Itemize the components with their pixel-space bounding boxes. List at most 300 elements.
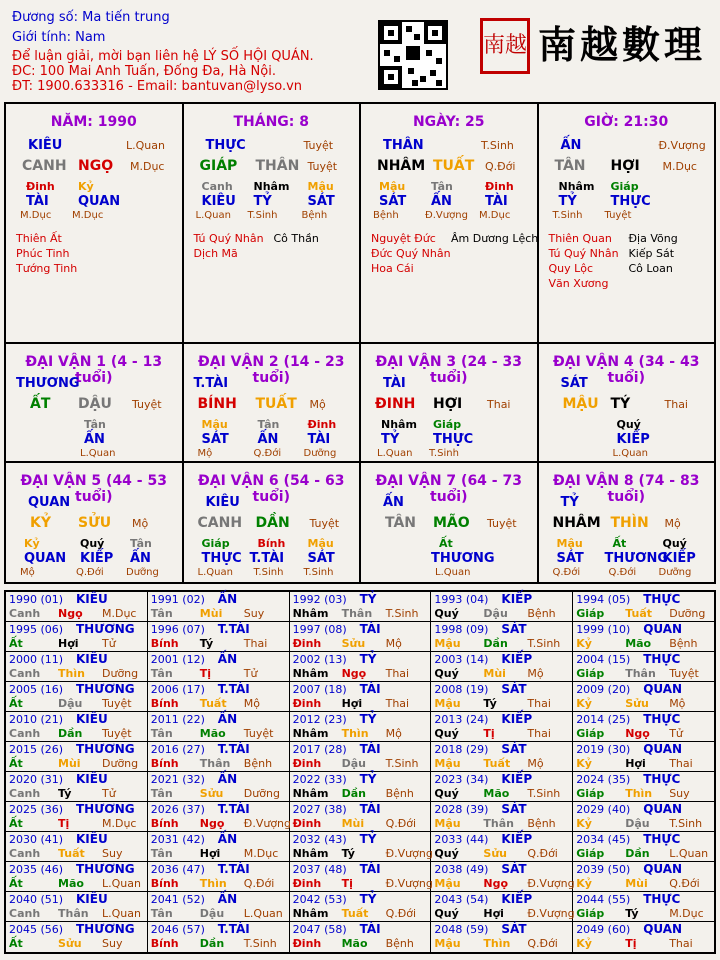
- year-can: Kỷ: [576, 637, 592, 650]
- pillar-truong-sinh-top: Đ.Vượng: [658, 139, 706, 152]
- year-can: Bính: [150, 877, 179, 890]
- year-thap-than: ẤN: [217, 772, 238, 786]
- year-chi: Hợi: [58, 637, 79, 650]
- year-truong-sinh: Q.Đới: [385, 817, 417, 830]
- year-chi: Dậu: [341, 757, 366, 770]
- year-row: [6, 922, 714, 952]
- year-chi: Thìn: [483, 937, 511, 950]
- dai-van-thap-than: SÁT: [560, 376, 588, 391]
- than-sat: Tú Quý Nhân: [548, 247, 619, 260]
- year-thap-than: KIÊU: [76, 772, 108, 786]
- pillar-3: [539, 104, 715, 342]
- phone-email-line: ĐT: 1900.633316 - Email: bantuvan@lyso.vn: [12, 79, 303, 94]
- year-thap-than: KIẾP: [501, 892, 533, 906]
- year-truong-sinh: T.Sinh: [385, 757, 419, 770]
- year-can: Mậu: [434, 937, 461, 950]
- hidden-thap-than: ẤN: [257, 432, 279, 447]
- year-chi: Dần: [483, 637, 508, 650]
- hidden-thap-than: TÀI: [26, 194, 49, 209]
- gioi-tinh-label: Giới tính:: [12, 30, 71, 45]
- than-sat: Tướng Tinh: [16, 262, 78, 275]
- than-sat: Địa Võng: [628, 232, 678, 245]
- year-thap-than: THỰC: [643, 772, 681, 786]
- hidden-truong-sinh: L.Quan: [197, 567, 233, 578]
- dai-van-row-1: [6, 344, 714, 463]
- year-cell: [6, 682, 148, 711]
- year-truong-sinh: Bệnh: [385, 787, 414, 800]
- year-can: Quý: [434, 667, 459, 680]
- year-truong-sinh: T.Sinh: [527, 787, 561, 800]
- hidden-stem: Giáp: [201, 537, 230, 550]
- year-truong-sinh: Bệnh: [385, 937, 414, 950]
- pillar-thap-than: THÂN: [383, 138, 424, 153]
- year-chi: Ngọ: [483, 877, 509, 890]
- year-truong-sinh: Q.Đới: [527, 847, 558, 860]
- year-cell: [431, 622, 573, 651]
- year-chi: Mùi: [199, 607, 223, 620]
- than-sat: Đức Quý Nhân: [371, 247, 451, 260]
- year-chi: Thân: [625, 667, 656, 680]
- year-cell: [573, 742, 714, 771]
- dai-van-truong-sinh: Mộ: [132, 517, 149, 530]
- year-thap-than: KIẾP: [501, 712, 533, 726]
- year-chi: Dần: [341, 787, 366, 800]
- hidden-truong-sinh: Q.Đới: [253, 448, 282, 459]
- year-thap-than: SÁT: [501, 742, 527, 756]
- year-truong-sinh: L.Quan: [243, 907, 283, 920]
- year-chi: Tuất: [199, 697, 227, 710]
- year-chi: Ngọ: [199, 817, 225, 830]
- dai-van-can: TÂN: [385, 515, 417, 531]
- year-label: 2012 (23): [292, 713, 347, 726]
- pillar-thap-than: KIÊU: [28, 138, 63, 153]
- year-cell: [148, 772, 290, 801]
- year-label: 2015 (26): [9, 743, 64, 756]
- hidden-stem: Quý: [616, 418, 641, 431]
- year-truong-sinh: M.Dục: [102, 817, 137, 830]
- year-can: Bính: [150, 697, 179, 710]
- hidden-stem: Mậu: [307, 180, 334, 193]
- year-thap-than: QUAN: [643, 682, 683, 696]
- dai-van-title: ĐẠI VẬN 8 (74 - 83 tuổi): [553, 473, 700, 505]
- dai-van-truong-sinh: Tuyệt: [309, 517, 340, 530]
- year-truong-sinh: T.Sinh: [527, 637, 561, 650]
- year-truong-sinh: T.Sinh: [243, 937, 277, 950]
- year-cell: [431, 802, 573, 831]
- pillar-title: GIỜ: 21:30: [584, 114, 669, 130]
- year-cell: [573, 652, 714, 681]
- year-row: [6, 802, 714, 832]
- year-thap-than: TỶ: [359, 892, 377, 906]
- dai-van-1: [6, 344, 184, 461]
- year-chi: Mùi: [625, 877, 648, 890]
- year-cell: [290, 742, 432, 771]
- year-thap-than: TỶ: [359, 712, 377, 726]
- year-truong-sinh: Thai: [669, 937, 693, 950]
- year-can: Mậu: [434, 637, 461, 650]
- year-chi: Ngọ: [341, 667, 367, 680]
- dai-van-title: ĐẠI VẬN 2 (14 - 23 tuổi): [198, 354, 345, 386]
- year-chi: Tị: [625, 937, 637, 950]
- dai-van-thap-than: QUAN: [28, 495, 71, 510]
- pillar-2: [361, 104, 539, 342]
- year-row: [6, 892, 714, 922]
- year-cell: [573, 772, 714, 801]
- year-label: 1993 (04): [434, 593, 489, 606]
- year-cell: [6, 712, 148, 741]
- year-label: 2022 (33): [292, 773, 347, 786]
- year-chi: Tý: [58, 787, 72, 800]
- year-truong-sinh: Suy: [243, 607, 265, 620]
- year-thap-than: TÀI: [359, 682, 381, 696]
- year-chi: Sửu: [341, 637, 366, 650]
- year-can: Đinh: [292, 757, 322, 770]
- year-cell: [6, 742, 148, 771]
- year-thap-than: THƯƠNG: [76, 682, 135, 696]
- year-label: 2048 (59): [434, 923, 489, 936]
- than-sat: Kiếp Sát: [628, 247, 675, 260]
- hidden-stem: Đinh: [485, 180, 514, 193]
- year-thap-than: THƯƠNG: [76, 862, 135, 876]
- hidden-thap-than: SÁT: [307, 194, 335, 209]
- year-thap-than: THƯƠNG: [76, 802, 135, 816]
- year-label: 2046 (57): [150, 923, 205, 936]
- year-thap-than: TÀI: [359, 922, 381, 936]
- pillar-0: [6, 104, 184, 342]
- year-thap-than: T.TÀI: [217, 802, 250, 816]
- year-thap-than: TÀI: [359, 742, 381, 756]
- year-truong-sinh: Thai: [669, 757, 693, 770]
- year-can: Tân: [150, 727, 173, 740]
- year-chi: Ngọ: [58, 607, 83, 620]
- hidden-thap-than: THỰC: [201, 551, 242, 566]
- year-chi: Ngọ: [625, 727, 650, 740]
- hidden-stem: Bính: [257, 537, 286, 550]
- hidden-thap-than: QUAN: [78, 194, 121, 209]
- than-sat: Quy Lộc: [548, 262, 594, 275]
- year-truong-sinh: Tuyệt: [243, 727, 274, 740]
- hidden-truong-sinh: Q.Đới: [552, 567, 581, 578]
- year-chi: Thân: [341, 607, 373, 620]
- year-can: Kỷ: [576, 757, 592, 770]
- year-label: 1998 (09): [434, 623, 489, 636]
- year-label: 2008 (19): [434, 683, 489, 696]
- pillar-truong-sinh-top: Tuyệt: [303, 139, 334, 152]
- year-thap-than: KIÊU: [76, 892, 108, 906]
- year-label: 2003 (14): [434, 653, 489, 666]
- year-cell: [148, 712, 290, 741]
- year-can: Giáp: [576, 607, 605, 620]
- year-truong-sinh: Q.Đới: [669, 877, 700, 890]
- hidden-thap-than: ẤN: [84, 432, 105, 447]
- year-thap-than: KIÊU: [76, 652, 108, 666]
- year-label: 2013 (24): [434, 713, 489, 726]
- hidden-stem: Ất: [439, 537, 453, 550]
- hidden-stem: Nhâm: [558, 180, 595, 193]
- year-chi: Mùi: [58, 757, 81, 770]
- year-truong-sinh: Đ.Vượng: [385, 847, 433, 860]
- year-label: 2043 (54): [434, 893, 489, 906]
- year-truong-sinh: Q.Đới: [243, 877, 275, 890]
- year-can: Bính: [150, 637, 179, 650]
- year-label: 2021 (32): [150, 773, 205, 786]
- year-thap-than: KIÊU: [76, 592, 108, 606]
- dai-van-can: ĐINH: [375, 396, 416, 412]
- year-label: 2038 (49): [434, 863, 489, 876]
- dai-van-title: ĐẠI VẬN 7 (64 - 73 tuổi): [375, 473, 522, 505]
- hidden-truong-sinh: Tuyệt: [604, 210, 632, 221]
- year-label: 2047 (58): [292, 923, 347, 936]
- year-can: Quý: [434, 847, 459, 860]
- year-label: 2016 (27): [150, 743, 205, 756]
- year-thap-than: T.TÀI: [217, 922, 250, 936]
- year-chi: Sửu: [483, 847, 507, 860]
- year-truong-sinh: Đ.Vượng: [385, 877, 433, 890]
- dai-van-chi: TÝ: [610, 396, 631, 412]
- than-sat: Tú Quý Nhân: [193, 232, 264, 245]
- year-can: Bính: [150, 757, 179, 770]
- hidden-thap-than: T.TÀI: [249, 551, 285, 566]
- year-truong-sinh: Dưỡng: [243, 787, 280, 800]
- than-sat: Thiên Ất: [16, 232, 62, 245]
- year-chi: Mão: [625, 637, 652, 650]
- year-cell: [148, 622, 290, 651]
- hidden-truong-sinh: Dưỡng: [303, 448, 337, 459]
- pillar-chi: TUẤT: [433, 158, 475, 174]
- year-can: Canh: [9, 667, 41, 680]
- year-label: 2004 (15): [576, 653, 631, 666]
- year-label: 1990 (01): [9, 593, 64, 606]
- qr-code-icon: [378, 20, 448, 90]
- hidden-thap-than: KIẾP: [80, 551, 114, 566]
- year-truong-sinh: M.Dục: [102, 607, 137, 620]
- year-can: Nhâm: [292, 607, 329, 620]
- hidden-truong-sinh: Q.Đới: [76, 567, 104, 578]
- dai-van-thap-than: ẤN: [383, 495, 404, 510]
- year-truong-sinh: M.Dục: [669, 907, 704, 920]
- year-cell: [431, 772, 573, 801]
- year-cell: [290, 682, 432, 711]
- year-chi: Tuất: [58, 847, 85, 860]
- year-thap-than: THỰC: [643, 712, 681, 726]
- hidden-thap-than: THỰC: [433, 432, 474, 447]
- hidden-stem: Mậu: [556, 537, 583, 550]
- year-cell: [148, 802, 290, 831]
- than-sat: Nguyệt Đức: [371, 232, 436, 245]
- header: [0, 0, 720, 100]
- hidden-stem: Mậu: [201, 418, 228, 431]
- year-label: 2014 (25): [576, 713, 631, 726]
- year-cell: [148, 592, 290, 621]
- brand-logo: 南越數理: [538, 22, 707, 67]
- dai-van-thap-than: TỶ: [560, 495, 579, 510]
- year-label: 1994 (05): [576, 593, 631, 606]
- pillar-truong-sinh-top: L.Quan: [126, 139, 165, 152]
- year-chi: Tuất: [625, 607, 652, 620]
- year-cell: [573, 862, 714, 891]
- dai-van-truong-sinh: Mộ: [309, 398, 326, 411]
- year-chi: Dậu: [625, 817, 650, 830]
- year-label: 2011 (22): [150, 713, 205, 726]
- year-truong-sinh: Tử: [243, 667, 258, 680]
- year-can: Quý: [434, 607, 459, 620]
- year-chi: Tị: [58, 817, 70, 830]
- year-thap-than: THỰC: [643, 652, 681, 666]
- year-can: Canh: [9, 607, 41, 620]
- year-chi: Mão: [199, 727, 226, 740]
- hidden-thap-than: TÀI: [485, 194, 508, 209]
- year-label: 2020 (31): [9, 773, 64, 786]
- year-label: 2037 (48): [292, 863, 347, 876]
- year-can: Tân: [150, 607, 173, 620]
- year-label: 2025 (36): [9, 803, 64, 816]
- year-can: Quý: [434, 727, 459, 740]
- year-truong-sinh: Suy: [102, 847, 123, 860]
- year-thap-than: ẤN: [217, 592, 238, 606]
- year-can: Nhâm: [292, 787, 329, 800]
- year-cell: [573, 892, 714, 921]
- year-chi: Thân: [58, 907, 89, 920]
- year-row: [6, 592, 714, 622]
- year-label: 2032 (43): [292, 833, 347, 846]
- hidden-thap-than: SÁT: [201, 432, 229, 447]
- year-label: 2045 (56): [9, 923, 64, 936]
- year-cell: [290, 862, 432, 891]
- dai-van-truong-sinh: Tuyệt: [487, 517, 517, 530]
- year-truong-sinh: Dưỡng: [669, 607, 706, 620]
- pillar-truong-sinh: M.Dục: [130, 160, 165, 173]
- year-cell: [6, 652, 148, 681]
- duong-so-label: Đương số:: [12, 10, 78, 25]
- hidden-truong-sinh: L.Quan: [80, 448, 116, 459]
- hidden-stem: Mậu: [307, 537, 334, 550]
- year-can: Nhâm: [292, 907, 329, 920]
- year-thap-than: THỰC: [643, 892, 681, 906]
- dai-van-chi: DẦN: [255, 515, 290, 531]
- dai-van-truong-sinh: Tuyệt: [132, 398, 162, 411]
- year-chi: Thân: [483, 817, 514, 830]
- than-sat: Văn Xương: [548, 277, 609, 290]
- year-row: [6, 712, 714, 742]
- year-truong-sinh: Đ.Vượng: [243, 817, 291, 830]
- year-cell: [573, 922, 714, 952]
- hidden-truong-sinh: Đ.Vượng: [425, 210, 468, 221]
- year-cell: [431, 922, 573, 952]
- year-can: Tân: [150, 787, 173, 800]
- duong-so-line: [12, 10, 170, 26]
- year-thap-than: TỶ: [359, 592, 377, 606]
- dai-van-5: [6, 463, 184, 582]
- year-cell: [290, 712, 432, 741]
- hidden-truong-sinh: Bệnh: [373, 210, 399, 221]
- year-can: Ất: [9, 757, 23, 770]
- year-cell: [290, 652, 432, 681]
- contact-line-1: Để luận giải, mời bạn liên hệ LÝ SỐ HỘI QUÁN.: [12, 49, 314, 64]
- year-can: Kỷ: [576, 877, 592, 890]
- year-chi: Tý: [483, 697, 497, 710]
- year-thap-than: SÁT: [501, 922, 527, 936]
- year-chi: Dậu: [199, 907, 225, 920]
- year-can: Đinh: [292, 697, 322, 710]
- hidden-stem: Quý: [80, 537, 105, 550]
- year-truong-sinh: Đ.Vượng: [527, 907, 575, 920]
- year-can: Mậu: [434, 757, 461, 770]
- pillar-can: TÂN: [554, 158, 586, 174]
- year-truong-sinh: T.Sinh: [669, 817, 703, 830]
- year-thap-than: SÁT: [501, 802, 527, 816]
- year-can: Giáp: [576, 667, 605, 680]
- year-can: Bính: [150, 937, 179, 950]
- year-thap-than: TỶ: [359, 652, 377, 666]
- year-chi: Mão: [341, 937, 368, 950]
- dai-van-6: [184, 463, 362, 582]
- year-thap-than: T.TÀI: [217, 742, 250, 756]
- year-label: 2024 (35): [576, 773, 631, 786]
- hidden-stem: Ất: [612, 537, 627, 550]
- hidden-thap-than: KIẾP: [616, 432, 650, 447]
- year-label: 1996 (07): [150, 623, 205, 636]
- year-cell: [148, 832, 290, 861]
- hidden-stem: Tân: [84, 418, 106, 431]
- year-thap-than: QUAN: [643, 922, 683, 936]
- pillar-chi: THÂN: [255, 158, 300, 174]
- chart-grid: [4, 102, 716, 584]
- year-cell: [148, 742, 290, 771]
- year-truong-sinh: Thai: [527, 727, 551, 740]
- dai-van-can: BÍNH: [197, 396, 237, 412]
- hidden-thap-than: QUAN: [24, 551, 67, 566]
- year-label: 2040 (51): [9, 893, 64, 906]
- year-thap-than: ẤN: [217, 892, 238, 906]
- year-label: 2030 (41): [9, 833, 64, 846]
- year-thap-than: TỶ: [359, 772, 377, 786]
- year-label: 2027 (38): [292, 803, 347, 816]
- year-label: 2039 (50): [576, 863, 631, 876]
- dai-van-can: ẤT: [30, 396, 51, 412]
- year-thap-than: ẤN: [217, 832, 238, 846]
- dai-van-thap-than: KIÊU: [205, 495, 240, 510]
- year-label: 2000 (11): [9, 653, 64, 666]
- hidden-thap-than: KIÊU: [201, 194, 236, 209]
- year-cell: [148, 682, 290, 711]
- year-truong-sinh: Mộ: [385, 637, 402, 650]
- hidden-thap-than: ẤN: [130, 551, 151, 566]
- year-chi: Dần: [625, 847, 650, 860]
- year-can: Đinh: [292, 877, 322, 890]
- duong-so-value: Ma tiến trung: [82, 10, 170, 25]
- year-can: Mậu: [434, 877, 461, 890]
- year-truong-sinh: Thai: [243, 637, 268, 650]
- hidden-thap-than: ẤN: [431, 194, 452, 209]
- year-label: 2031 (42): [150, 833, 205, 846]
- year-label: 2029 (40): [576, 803, 631, 816]
- year-chi: Mão: [58, 877, 84, 890]
- year-cell: [573, 622, 714, 651]
- dai-van-chi: SỬU: [78, 515, 112, 531]
- year-label: 1995 (06): [9, 623, 64, 636]
- hidden-truong-sinh: M.Dục: [72, 210, 104, 221]
- year-cell: [573, 592, 714, 621]
- pillar-can: CANH: [22, 158, 67, 174]
- year-thap-than: THỰC: [643, 832, 681, 846]
- year-label: 2010 (21): [9, 713, 64, 726]
- year-chi: Tý: [341, 847, 355, 860]
- year-label: 2019 (30): [576, 743, 631, 756]
- year-row: [6, 862, 714, 892]
- year-can: Tân: [150, 667, 173, 680]
- hidden-thap-than: THƯƠNG: [604, 551, 669, 566]
- year-thap-than: KIẾP: [501, 832, 533, 846]
